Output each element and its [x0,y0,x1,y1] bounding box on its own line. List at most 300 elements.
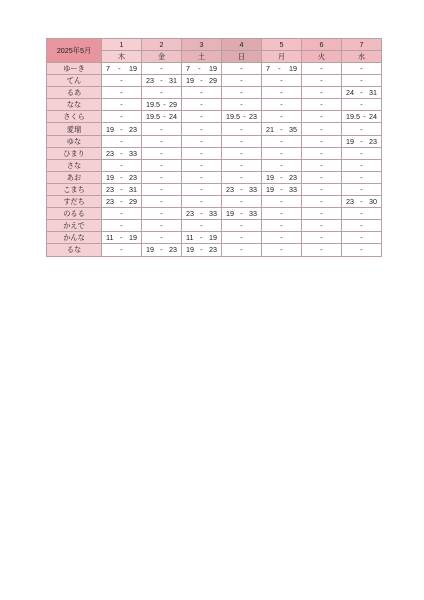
shift-start: 19 [266,172,274,182]
no-shift-cell [102,99,142,111]
range-separator: - [120,233,123,243]
shift-time-range [262,123,302,135]
staff-name: こまち [47,183,102,195]
shift-start: 19.5 [146,100,160,110]
no-shift-cell [142,220,182,232]
range-separator: - [120,148,123,158]
empty-mark: - [160,64,163,74]
empty-mark: - [200,184,203,194]
no-shift-cell [302,208,342,220]
no-shift-cell [142,196,182,208]
empty-mark: - [280,88,283,98]
no-shift-cell [262,135,302,147]
empty-mark: - [280,76,283,86]
shift-range [102,232,141,243]
shift-range [182,208,221,219]
shift-range [102,124,141,135]
no-shift-cell [182,159,222,171]
shift-end: 30 [369,197,377,207]
empty-mark: - [200,148,203,158]
day-of-week: 月 [262,51,302,63]
empty-mark: - [240,124,243,134]
range-separator: - [163,100,166,110]
empty-mark: - [120,221,123,231]
no-shift-cell [302,99,342,111]
range-separator: - [278,64,281,74]
empty-mark: - [240,148,243,158]
shift-start: 19 [226,209,234,219]
empty-mark: - [280,136,283,146]
no-shift-cell [222,147,262,159]
empty-mark: - [320,112,323,122]
empty-mark: - [320,172,323,182]
no-shift-cell [302,111,342,123]
range-separator: - [120,184,123,194]
shift-range [342,87,381,98]
shift-end: 19 [209,233,217,243]
empty-mark: - [160,209,163,219]
shift-end: 33 [209,209,217,219]
staff-name: さな [47,159,102,171]
day-number: 6 [302,39,342,51]
shift-end: 19 [289,64,297,74]
no-shift-cell [342,159,382,171]
empty-mark: - [200,112,203,122]
shift-start: 21 [266,124,274,134]
shift-start: 23 [106,148,114,158]
no-shift-cell [142,87,182,99]
shift-end: 19 [129,233,137,243]
table-row [47,63,382,75]
no-shift-cell [302,244,342,256]
shift-start: 19 [106,172,114,182]
shift-start: 11 [186,233,194,243]
schedule-header [47,39,382,63]
shift-start: 19.5 [226,112,240,122]
shift-end: 29 [209,76,217,86]
shift-end: 31 [169,76,177,86]
no-shift-cell [302,147,342,159]
shift-end: 19 [129,64,137,74]
staff-name: のるる [47,208,102,220]
shift-end: 23 [169,245,177,255]
shift-time-range [102,147,142,159]
range-separator: - [243,112,246,122]
table-row [47,111,382,123]
shift-start: 11 [106,233,114,243]
table-row [47,159,382,171]
shift-end: 24 [369,112,377,122]
shift-time-range [262,171,302,183]
empty-mark: - [160,148,163,158]
no-shift-cell [182,87,222,99]
empty-mark: - [160,197,163,207]
shift-schedule-table [46,38,382,257]
no-shift-cell [222,123,262,135]
empty-mark: - [240,100,243,110]
shift-time-range [262,63,302,75]
shift-time-range [182,208,222,220]
empty-mark: - [360,148,363,158]
shift-time-range [142,99,182,111]
shift-range [262,184,301,195]
shift-start: 19 [106,124,114,134]
table-row [47,220,382,232]
shift-time-range [222,111,262,123]
no-shift-cell [302,220,342,232]
no-shift-cell [222,63,262,75]
no-shift-cell [262,208,302,220]
shift-range [182,244,221,255]
no-shift-cell [142,63,182,75]
empty-mark: - [280,112,283,122]
no-shift-cell [302,135,342,147]
range-separator: - [200,76,203,86]
shift-time-range [102,123,142,135]
empty-mark: - [360,160,363,170]
empty-mark: - [160,233,163,243]
no-shift-cell [262,159,302,171]
empty-mark: - [360,209,363,219]
range-separator: - [160,245,163,255]
empty-mark: - [200,221,203,231]
no-shift-cell [142,232,182,244]
empty-mark: - [320,100,323,110]
shift-end: 33 [289,184,297,194]
day-number: 5 [262,39,302,51]
empty-mark: - [120,100,123,110]
no-shift-cell [302,183,342,195]
empty-mark: - [240,76,243,86]
empty-mark: - [360,64,363,74]
no-shift-cell [222,87,262,99]
no-shift-cell [302,123,342,135]
shift-time-range [342,196,382,208]
no-shift-cell [102,208,142,220]
staff-name: るあ [47,87,102,99]
month-label: 2025年5月 [47,39,102,63]
shift-time-range [262,183,302,195]
no-shift-cell [262,220,302,232]
range-separator: - [280,184,283,194]
no-shift-cell [102,87,142,99]
shift-range [102,148,141,159]
shift-time-range [102,196,142,208]
shift-range [342,111,381,122]
shift-end: 23 [129,172,137,182]
empty-mark: - [240,245,243,255]
no-shift-cell [222,220,262,232]
shift-start: 23 [226,184,234,194]
shift-time-range [182,232,222,244]
shift-time-range [342,87,382,99]
empty-mark: - [120,160,123,170]
table-row [47,232,382,244]
range-separator: - [360,88,363,98]
day-number: 3 [182,39,222,51]
empty-mark: - [120,112,123,122]
shift-start: 19 [186,76,194,86]
empty-mark: - [320,148,323,158]
empty-mark: - [200,172,203,182]
range-separator: - [240,184,243,194]
staff-name: ひまり [47,147,102,159]
day-of-week: 土 [182,51,222,63]
day-number: 7 [342,39,382,51]
table-row [47,135,382,147]
day-of-week: 水 [342,51,382,63]
range-separator: - [200,233,203,243]
day-of-week: 日 [222,51,262,63]
no-shift-cell [182,220,222,232]
empty-mark: - [200,160,203,170]
shift-time-range [102,171,142,183]
shift-start: 19 [146,245,154,255]
range-separator: - [163,112,166,122]
no-shift-cell [342,220,382,232]
no-shift-cell [222,75,262,87]
shift-range [102,196,141,207]
shift-range [342,196,381,207]
empty-mark: - [360,76,363,86]
no-shift-cell [182,135,222,147]
shift-start: 7 [266,64,270,74]
no-shift-cell [222,232,262,244]
no-shift-cell [262,75,302,87]
staff-name: ゆーき [47,63,102,75]
staff-name: かんな [47,232,102,244]
empty-mark: - [320,124,323,134]
staff-name: かえで [47,220,102,232]
shift-range [182,75,221,86]
range-separator: - [118,64,121,74]
empty-mark: - [320,184,323,194]
empty-mark: - [240,172,243,182]
no-shift-cell [302,63,342,75]
empty-mark: - [200,124,203,134]
range-separator: - [360,197,363,207]
shift-start: 7 [186,64,190,74]
no-shift-cell [342,171,382,183]
empty-mark: - [280,160,283,170]
empty-mark: - [320,136,323,146]
shift-range [142,99,181,110]
no-shift-cell [102,135,142,147]
shift-range [142,75,181,86]
empty-mark: - [360,172,363,182]
table-row [47,171,382,183]
empty-mark: - [360,124,363,134]
shift-end: 23 [249,112,257,122]
no-shift-cell [102,244,142,256]
shift-time-range [102,232,142,244]
shift-range [102,172,141,183]
empty-mark: - [320,233,323,243]
shift-range [342,136,381,147]
empty-mark: - [120,136,123,146]
no-shift-cell [342,244,382,256]
shift-time-range [222,183,262,195]
staff-name: てん [47,75,102,87]
shift-end: 33 [129,148,137,158]
no-shift-cell [182,196,222,208]
shift-start: 19.5 [346,112,360,122]
no-shift-cell [262,244,302,256]
range-separator: - [200,209,203,219]
no-shift-cell [342,183,382,195]
no-shift-cell [262,111,302,123]
shift-time-range [342,111,382,123]
table-row [47,147,382,159]
day-number: 1 [102,39,142,51]
empty-mark: - [360,221,363,231]
no-shift-cell [142,171,182,183]
no-shift-cell [102,75,142,87]
no-shift-cell [262,196,302,208]
empty-mark: - [200,100,203,110]
shift-end: 23 [369,136,377,146]
no-shift-cell [182,183,222,195]
no-shift-cell [182,147,222,159]
shift-end: 31 [369,88,377,98]
shift-range [222,111,261,122]
shift-time-range [142,75,182,87]
empty-mark: - [120,76,123,86]
no-shift-cell [302,87,342,99]
empty-mark: - [320,76,323,86]
shift-start: 23 [186,209,194,219]
no-shift-cell [222,99,262,111]
range-separator: - [360,136,363,146]
no-shift-cell [102,220,142,232]
table-row [47,123,382,135]
shift-time-range [102,63,142,75]
range-separator: - [280,124,283,134]
staff-name: すだち [47,196,102,208]
range-separator: - [120,197,123,207]
no-shift-cell [142,183,182,195]
shift-end: 19 [209,64,217,74]
staff-name: あお [47,171,102,183]
empty-mark: - [360,100,363,110]
shift-start: 19.5 [146,112,160,122]
no-shift-cell [302,159,342,171]
table-row [47,99,382,111]
day-number: 2 [142,39,182,51]
no-shift-cell [302,232,342,244]
no-shift-cell [142,159,182,171]
no-shift-cell [262,87,302,99]
shift-range [102,63,141,74]
no-shift-cell [182,123,222,135]
no-shift-cell [342,99,382,111]
empty-mark: - [120,88,123,98]
no-shift-cell [222,159,262,171]
no-shift-cell [102,111,142,123]
empty-mark: - [320,160,323,170]
no-shift-cell [262,147,302,159]
shift-end: 24 [169,112,177,122]
empty-mark: - [160,221,163,231]
empty-mark: - [120,209,123,219]
shift-range [182,63,221,74]
empty-mark: - [200,197,203,207]
shift-start: 19 [186,245,194,255]
range-separator: - [200,245,203,255]
table-row [47,244,382,256]
shift-start: 23 [106,197,114,207]
empty-mark: - [280,100,283,110]
shift-end: 29 [169,100,177,110]
empty-mark: - [280,209,283,219]
empty-mark: - [280,233,283,243]
shift-time-range [142,111,182,123]
shift-end: 29 [129,197,137,207]
empty-mark: - [360,245,363,255]
no-shift-cell [342,208,382,220]
no-shift-cell [222,196,262,208]
staff-name: るな [47,244,102,256]
shift-end: 31 [129,184,137,194]
shift-time-range [342,135,382,147]
shift-start: 7 [106,64,110,74]
empty-mark: - [280,197,283,207]
table-row [47,196,382,208]
shift-time-range [182,75,222,87]
range-separator: - [198,64,201,74]
empty-mark: - [280,221,283,231]
empty-mark: - [160,88,163,98]
empty-mark: - [280,148,283,158]
empty-mark: - [160,160,163,170]
no-shift-cell [142,147,182,159]
shift-time-range [222,208,262,220]
empty-mark: - [240,136,243,146]
range-separator: - [120,172,123,182]
shift-range [262,172,301,183]
shift-range [142,244,181,255]
empty-mark: - [200,88,203,98]
empty-mark: - [120,245,123,255]
empty-mark: - [360,184,363,194]
no-shift-cell [222,244,262,256]
empty-mark: - [320,245,323,255]
empty-mark: - [360,233,363,243]
no-shift-cell [102,159,142,171]
no-shift-cell [342,75,382,87]
empty-mark: - [160,184,163,194]
no-shift-cell [302,75,342,87]
range-separator: - [280,172,283,182]
no-shift-cell [302,171,342,183]
shift-end: 33 [249,209,257,219]
empty-mark: - [320,209,323,219]
shift-start: 19 [266,184,274,194]
no-shift-cell [182,111,222,123]
shift-start: 19 [346,136,354,146]
no-shift-cell [262,232,302,244]
empty-mark: - [160,136,163,146]
shift-time-range [102,183,142,195]
empty-mark: - [160,124,163,134]
empty-mark: - [240,160,243,170]
staff-name: なな [47,99,102,111]
schedule-body [47,63,382,257]
empty-mark: - [240,88,243,98]
no-shift-cell [182,171,222,183]
day-of-week: 木 [102,51,142,63]
no-shift-cell [142,135,182,147]
